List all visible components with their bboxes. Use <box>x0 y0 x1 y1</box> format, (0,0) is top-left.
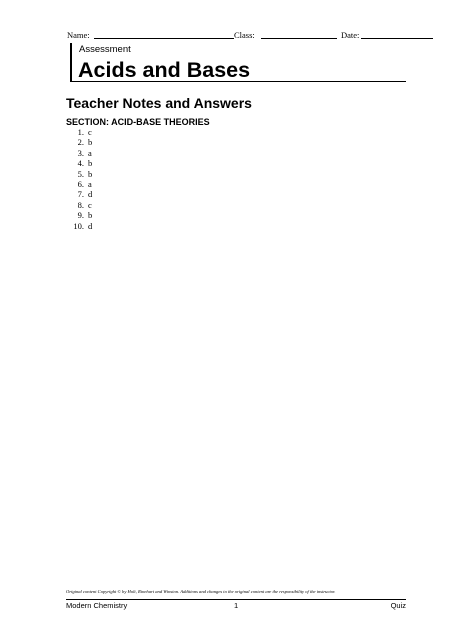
answer-list <box>66 127 92 231</box>
answer-letter: b <box>88 210 93 221</box>
answer-number: 3. <box>77 147 84 158</box>
answer-item <box>66 137 92 147</box>
date-blank <box>361 38 433 39</box>
answer-item <box>66 158 92 168</box>
footer-book-title: Modern Chemistry <box>66 601 128 610</box>
page-number: 1 <box>234 601 239 610</box>
answer-item <box>66 189 92 199</box>
answer-letter: b <box>88 158 93 169</box>
footer-doc-type: Quiz <box>390 601 406 610</box>
answer-letter: b <box>88 137 93 148</box>
assessment-label: Assessment <box>79 44 131 55</box>
answer-item <box>66 200 92 210</box>
answer-number: 5. <box>77 168 84 179</box>
answer-item <box>66 221 92 231</box>
page-title: Acids and Bases <box>78 58 251 82</box>
footer-divider <box>66 599 406 600</box>
answer-letter: c <box>88 199 92 210</box>
student-info-header <box>67 29 407 41</box>
answer-letter: a <box>88 147 92 158</box>
class-label: Class: <box>234 30 255 40</box>
name-label: Name: <box>67 30 90 40</box>
date-label: Date: <box>341 30 360 40</box>
name-blank <box>94 38 234 39</box>
answer-item <box>66 127 92 137</box>
answer-item <box>66 179 92 189</box>
answer-number: 6. <box>77 179 84 190</box>
answer-number: 4. <box>77 158 84 169</box>
answer-letter: c <box>88 127 92 137</box>
notes-heading: Teacher Notes and Answers <box>66 95 252 111</box>
answer-item <box>66 210 92 220</box>
answer-item <box>66 169 92 179</box>
class-blank <box>261 38 337 39</box>
answer-number: 2. <box>77 137 84 148</box>
answer-item <box>66 148 92 158</box>
answer-letter: a <box>88 179 92 190</box>
answer-number: 9. <box>77 210 84 221</box>
answer-letter: d <box>88 189 93 200</box>
section-heading: SECTION: ACID-BASE THEORIES <box>66 117 210 127</box>
copyright-notice: Original content Copyright © by Holt, Rinehart and Winston. Additions and changes to the original content are the responsibility of the instructor. <box>66 589 336 594</box>
answer-number: 10. <box>73 220 84 231</box>
answer-letter: b <box>88 168 93 179</box>
answer-number: 7. <box>77 189 84 200</box>
answer-letter: d <box>88 220 93 231</box>
page-footer <box>66 601 406 611</box>
answer-number: 1. <box>77 127 84 137</box>
answer-number: 8. <box>77 199 84 210</box>
